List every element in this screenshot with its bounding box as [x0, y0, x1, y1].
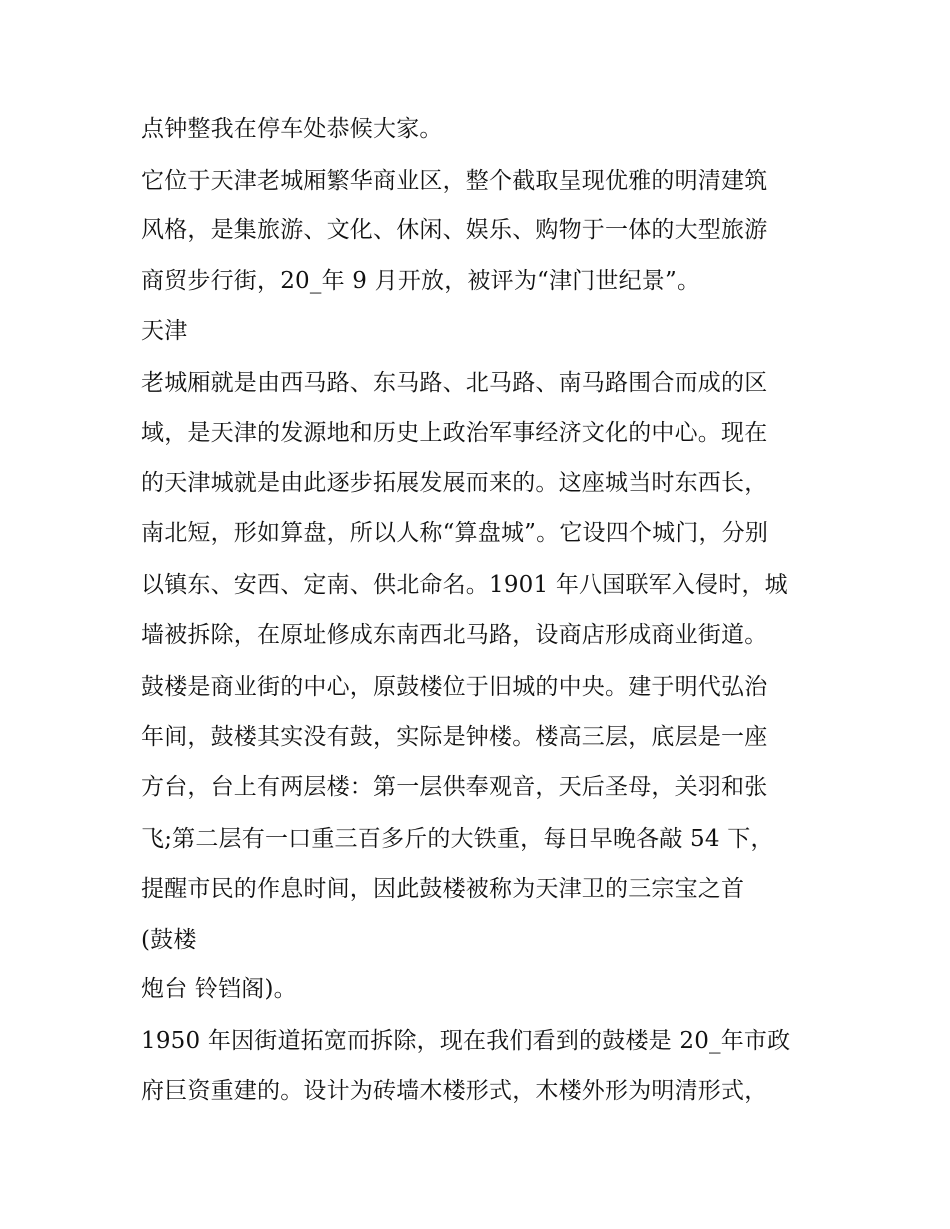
- text-line: 炮台 铃铛阁)。: [141, 976, 297, 1002]
- text-line: 方台，台上有两层楼：第一层供奉观音，天后圣母，关羽和张: [141, 774, 768, 800]
- text-line: 以镇东、安西、定南、供北命名。1901 年八国联军入侵时，城: [141, 572, 788, 598]
- text-line: 南北短，形如算盘，所以人称“算盘城”。它设四个城门，分别: [141, 520, 769, 546]
- text-line: 风格，是集旅游、文化、休闲、娱乐、购物于一体的大型旅游: [141, 217, 768, 243]
- text-line: 的天津城就是由此逐步拓展发展而来的。这座城当时东西长，: [141, 470, 768, 496]
- text-line: 墙被拆除，在原址修成东南西北马路，设商店形成商业街道。: [141, 622, 768, 648]
- text-line: 提醒市民的作息时间，因此鼓楼被称为天津卫的三宗宝之首: [141, 876, 745, 902]
- text-line: 它位于天津老城厢繁华商业区，整个截取呈现优雅的明清建筑: [141, 168, 768, 194]
- text-line: 府巨资重建的。设计为砖墙木楼形式，木楼外形为明清形式，: [141, 1078, 768, 1104]
- text-line: 老城厢就是由西马路、东马路、北马路、南马路围合而成的区: [141, 370, 768, 396]
- text-line: 域，是天津的发源地和历史上政治军事经济文化的中心。现在: [141, 420, 768, 446]
- text-line: 飞;第二层有一口重三百多斤的大铁重，每日早晚各敲 54 下，: [141, 826, 774, 852]
- text-line: 年间，鼓楼其实没有鼓，实际是钟楼。楼高三层，底层是一座: [141, 724, 768, 750]
- text-line: 商贸步行街，20_年 9 月开放，被评为“津门世纪景”。: [141, 268, 701, 294]
- text-line: (鼓楼: [141, 927, 197, 953]
- text-line: 1950 年因街道拓宽而拆除，现在我们看到的鼓楼是 20_年市政: [141, 1028, 791, 1054]
- text-line: 天津: [141, 318, 188, 344]
- text-line: 点钟整我在停车处恭候大家。: [141, 116, 443, 142]
- text-line: 鼓楼是商业街的中心，原鼓楼位于旧城的中央。建于明代弘治: [141, 674, 768, 700]
